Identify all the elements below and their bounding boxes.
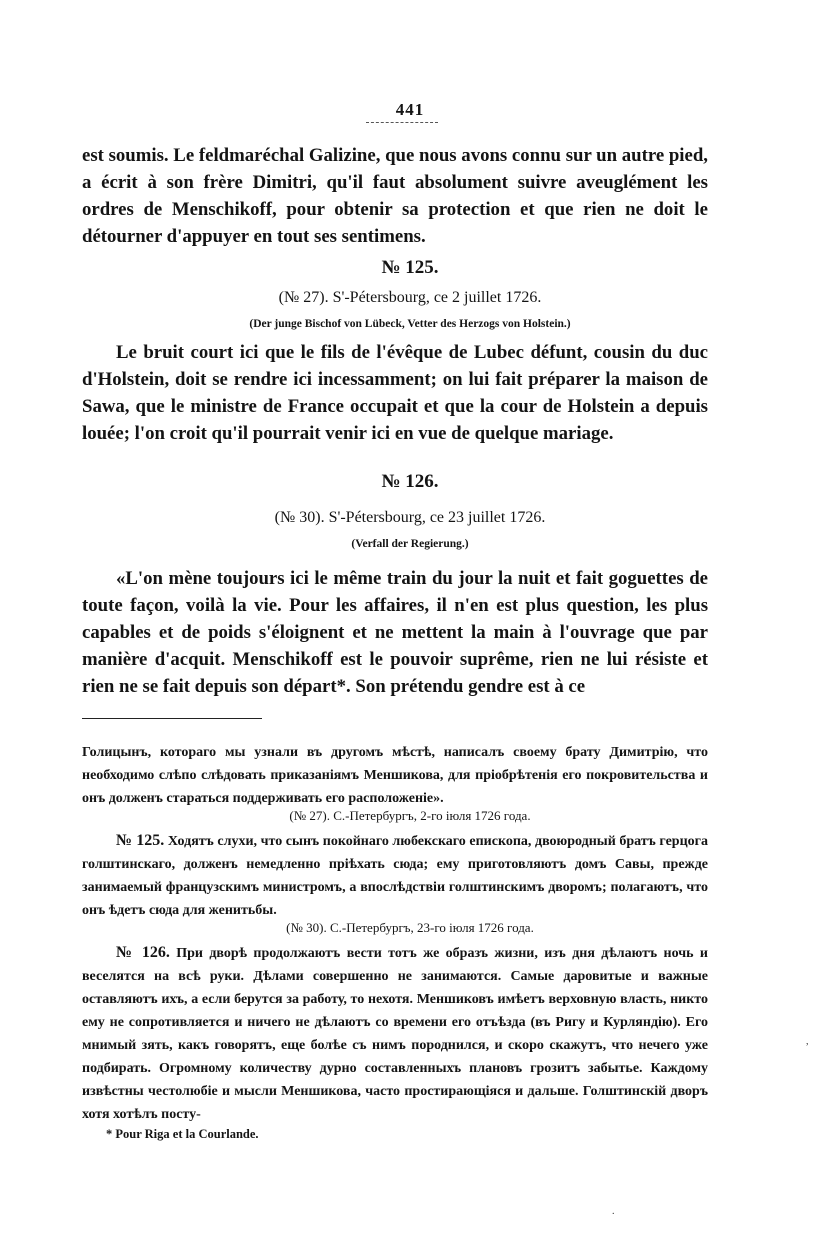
entry-125-text: Le bruit court ici que le fils de l'évêque de Lubec défunt, cousin du duc d'Holstein, doit se rendre ici incessamment; on lui fait préparer la maison de Sawa, que le ministre de France occupait et que la cour de Holstein a depuis louée; l'on croit qu'il pourrait venir ici en vue de quelque mariage.	[82, 342, 708, 444]
page-number-rule	[366, 122, 438, 123]
russian-paragraph-3	[82, 941, 708, 1126]
entry-126-heading: № 126.	[381, 471, 439, 492]
russian-paragraph-2-text: Ходятъ слухи, что сынъ покойнаго любекскаго епископа, двоюродный братъ герцога голштинскаго, долженъ немедленно пріѣхать сюда; ему приготовляютъ домъ Савы, прежде занимаемый французскимъ министромъ, а впослѣдствіи голштинскимъ дворомъ; полагаютъ, что онъ ѣдетъ сюда для женитьбы.	[82, 834, 708, 918]
russian-number-126: № 126.	[116, 944, 170, 961]
russian-paragraph-1: Голицынъ, котораго мы узнали въ другомъ мѣстѣ, написалъ своему брату Димитрію, что необходимо слѣпо слѣдовать приказаніямъ Меншикова, для пріобрѣтенія его покровительства и онъ долженъ стараться поддерживать его расположеніе».	[82, 745, 708, 806]
paragraph-continuation: est soumis. Le feldmaréchal Galizine, que nous avons connu sur un autre pied, a écrit à son frère Dimitri, qu'il faut absolument suivre aveuglément les ordres de Menschikoff, pour obtenir sa protection et que rien ne doit le détourner d'appuyer en tout ses sentimens.	[82, 145, 708, 247]
russian-dateline-2: (№ 30). С.-Петербургъ, 23-го іюля 1726 года.	[286, 920, 534, 935]
russian-paragraph-3-text: При дворѣ продолжаютъ вести тотъ же образъ жизни, изъ дня дѣлаютъ ночь и веселятся на всѣ руки. Дѣлами совершенно не занимаются. Самые даровитые и важные оставляютъ ихъ, а если берутся за работу, то нехотя. Меншиковъ имѣетъ верховную власть, никто ему не сопротивляется и ничего не дѣлаютъ со времени его отъѣзда (въ Ригу и Курляндію). Его мнимый зять, какъ говорятъ, еще болѣе съ нимъ породнился, и скоро скажутъ, что нечего уже подбирать. Огромному количеству дурно составленныхъ плановъ грозитъ забытье. Каждому извѣстны честолюбіе и мысли Меншикова, часто простирающіяся и дальше. Голштинскій дворъ хотя хотѣлъ посту-	[82, 946, 708, 1122]
entry-126-text: «L'on mène toujours ici le même train du jour la nuit et fait goguettes de toute façon, voilà la vie. Pour les affaires, il n'en est plus question, les plus capables et de poids s'éloignent et ne mettent la main à l'ouvrage que par manière d'acquit. Menschikoff est le pouvoir suprême, rien ne lui résiste et rien ne se fait depuis son départ*. Son prétendu gendre est à ce	[82, 568, 708, 697]
entry-126-subtitle: (Verfall der Regierung.)	[351, 538, 469, 550]
russian-paragraph-2	[82, 829, 708, 922]
entry-125-dateline: (№ 27). S'-Pétersbourg, ce 2 juillet 1726.	[278, 289, 542, 306]
entry-126-dateline: (№ 30). S'-Pétersbourg, ce 23 juillet 1726.	[274, 509, 546, 526]
entry-125-subtitle: (Der junge Bischof von Lübeck, Vetter des Herzogs von Holstein.)	[249, 318, 571, 330]
scan-speck: ,	[806, 1036, 809, 1047]
scan-speck: .	[612, 1206, 615, 1217]
translation-divider	[82, 718, 262, 719]
page-number: 441	[395, 100, 425, 119]
russian-dateline-1: (№ 27). С.-Петербургъ, 2-го іюля 1726 года.	[289, 808, 531, 823]
entry-125-heading: № 125.	[381, 257, 439, 278]
russian-number-125: № 125.	[116, 832, 165, 849]
footnote: * Pour Riga et la Courlande.	[106, 1127, 259, 1141]
